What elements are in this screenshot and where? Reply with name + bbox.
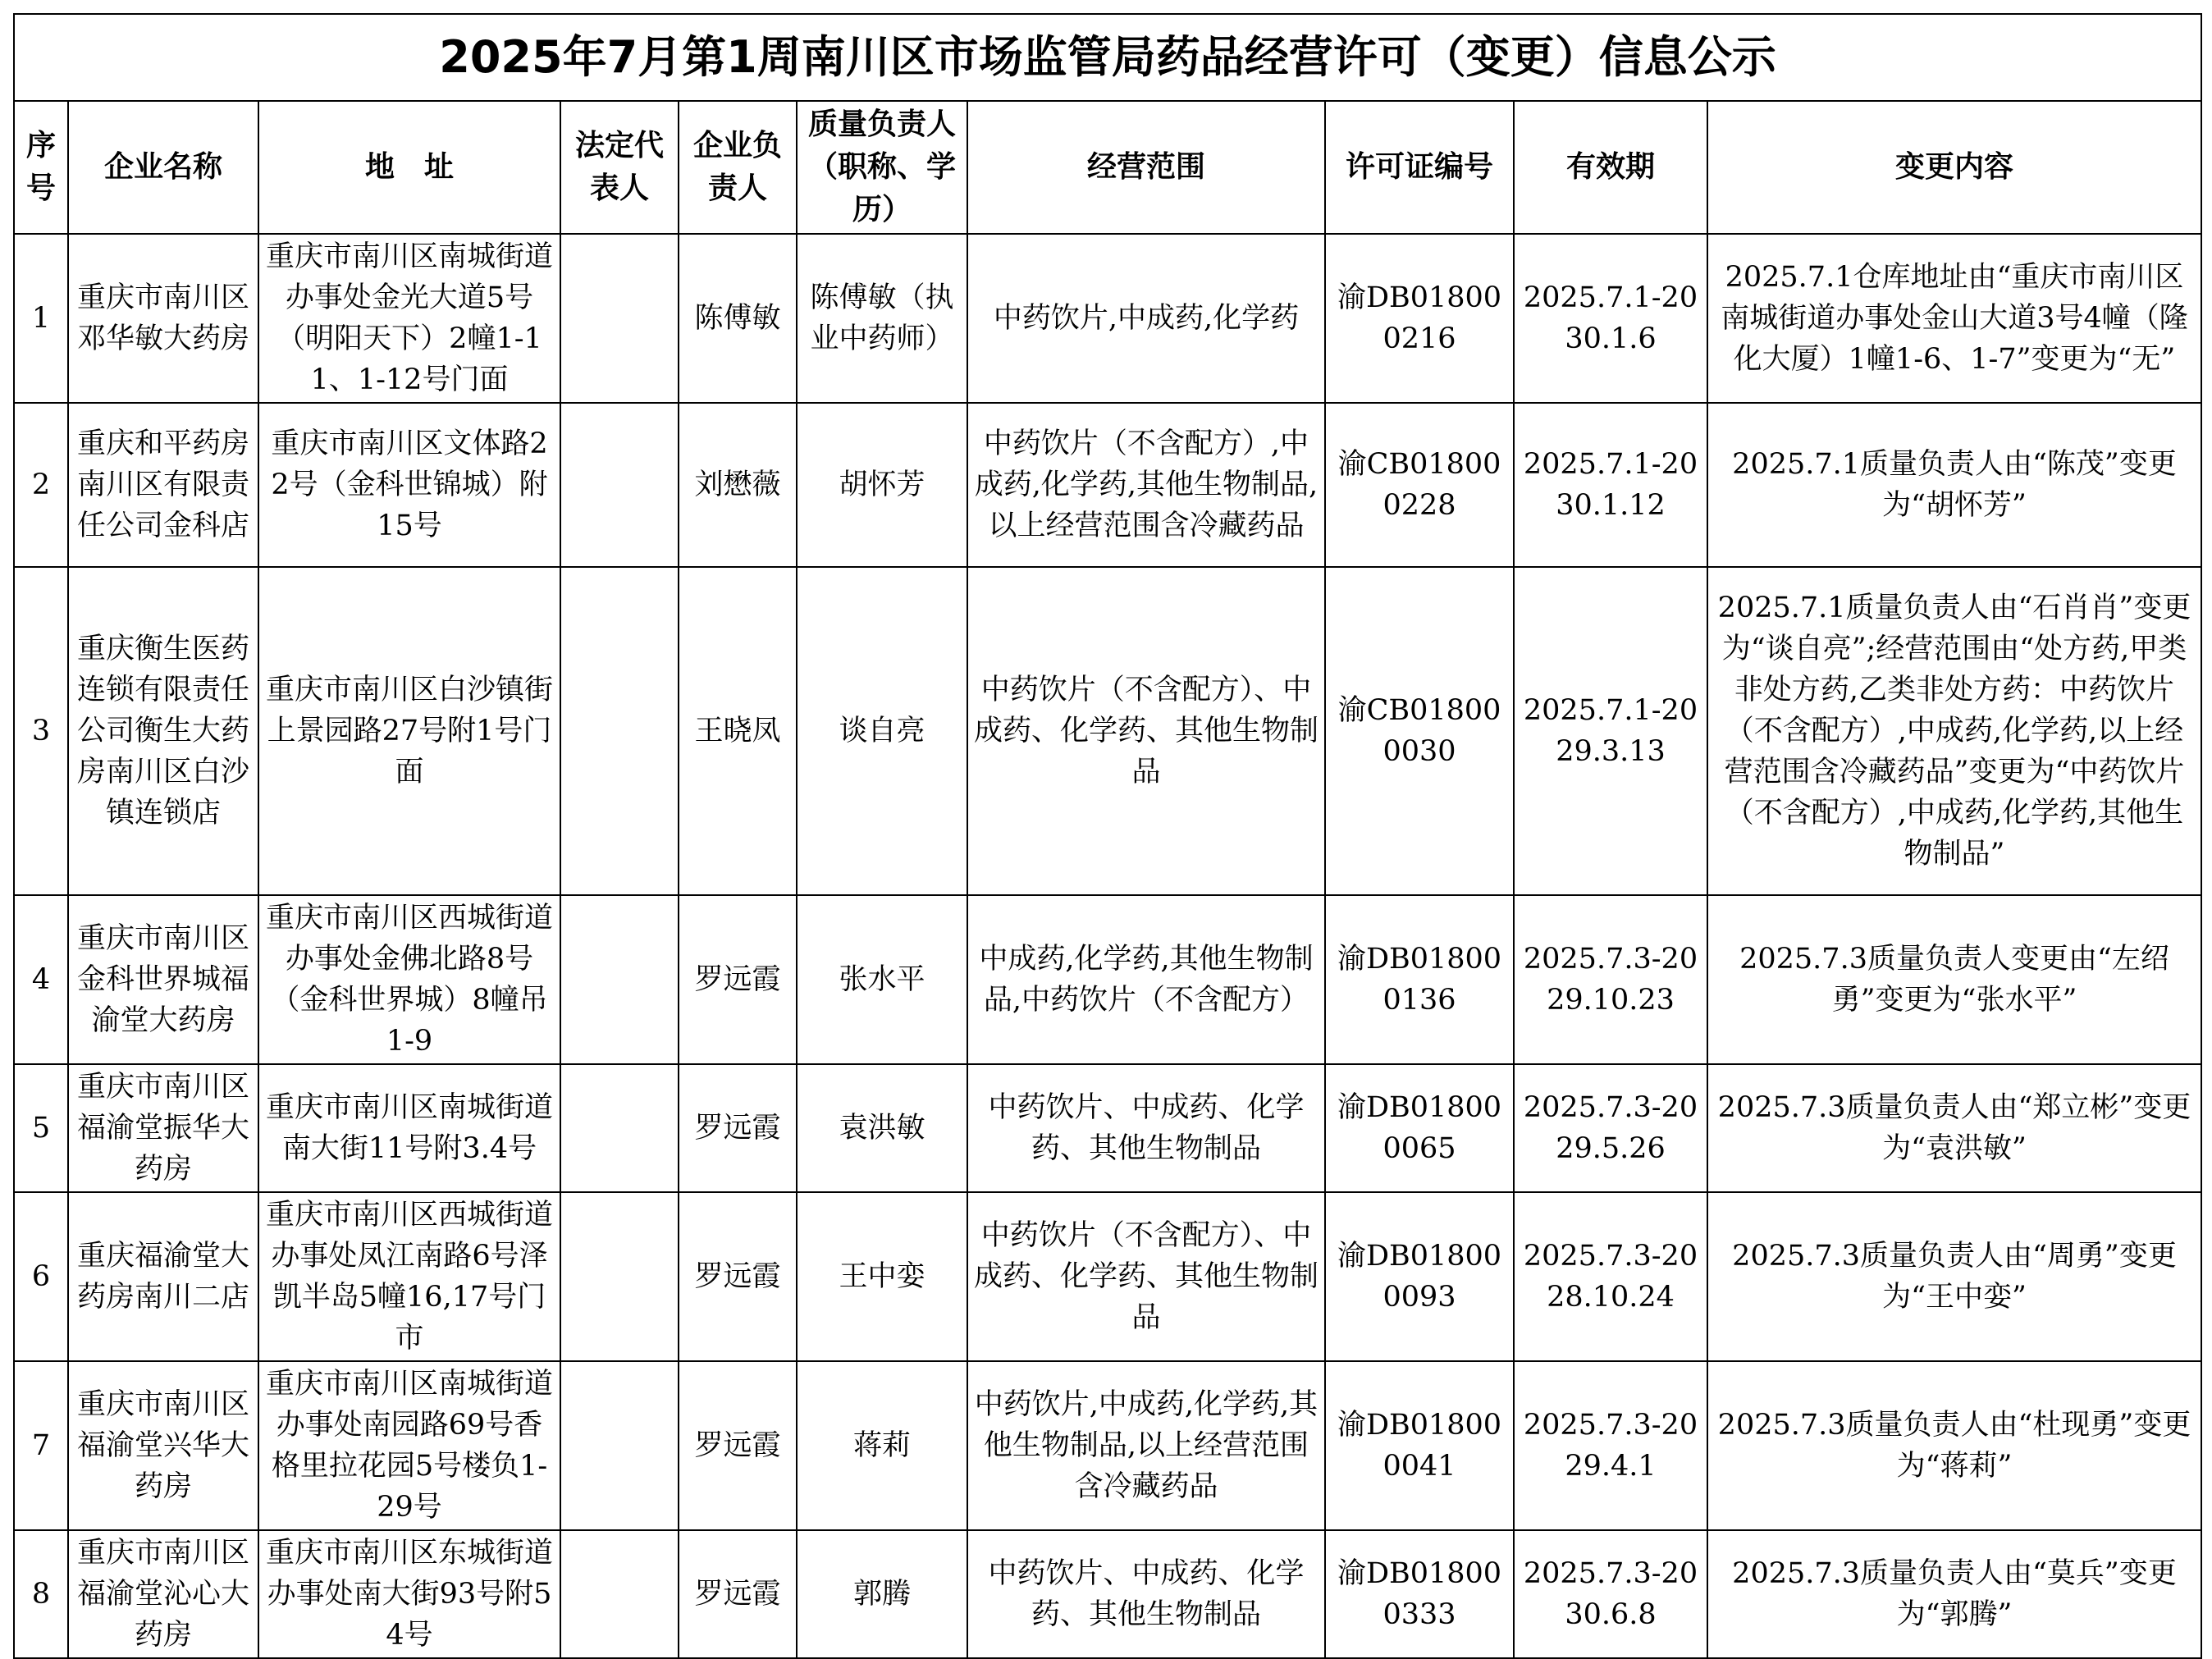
- cell-scope: 中药饮片（不含配方）、中成药、化学药、其他生物制品: [967, 567, 1325, 895]
- cell-license: 渝CB018000228: [1325, 403, 1514, 567]
- header-license: 许可证编号: [1325, 101, 1514, 234]
- cell-valid: 2025.7.1-2029.3.13: [1514, 567, 1707, 895]
- cell-address: 重庆市南川区西城街道办事处金佛北路8号（金科世界城）8幢吊1-9: [258, 895, 560, 1064]
- header-quality: 质量负责人（职称、学历）: [797, 101, 967, 234]
- cell-legal: [560, 1530, 679, 1658]
- cell-head: 刘懋薇: [679, 403, 797, 567]
- cell-change: 2025.7.1仓库地址由“重庆市南川区南城街道办事处金山大道3号4幢（隆化大厦）1幢1-6、1-7”变更为“无”: [1707, 234, 2201, 403]
- cell-name: 重庆市南川区福渝堂沁心大药房: [68, 1530, 258, 1658]
- table-row: [14, 567, 2201, 895]
- title-row: [14, 14, 2201, 101]
- cell-legal: [560, 567, 679, 895]
- cell-scope: 中成药,化学药,其他生物制品,中药饮片（不含配方）: [967, 895, 1325, 1064]
- cell-scope: 中药饮片,中成药,化学药: [967, 234, 1325, 403]
- cell-name: 重庆和平药房南川区有限责任公司金科店: [68, 403, 258, 567]
- header-name: 企业名称: [68, 101, 258, 234]
- cell-name: 重庆市南川区邓华敏大药房: [68, 234, 258, 403]
- cell-change: 2025.7.3质量负责人变更由“左绍勇”变更为“张水平”: [1707, 895, 2201, 1064]
- table-row: [14, 1064, 2201, 1192]
- header-legal: 法定代表人: [560, 101, 679, 234]
- cell-address: 重庆市南川区南城街道南大街11号附3.4号: [258, 1064, 560, 1192]
- header-seq: 序号: [14, 101, 68, 234]
- cell-name: 重庆市南川区金科世界城福渝堂大药房: [68, 895, 258, 1064]
- table-row: [14, 895, 2201, 1064]
- cell-quality: 谈自亮: [797, 567, 967, 895]
- cell-valid: 2025.7.3-2029.4.1: [1514, 1361, 1707, 1530]
- header-scope: 经营范围: [967, 101, 1325, 234]
- table-row: [14, 234, 2201, 403]
- cell-head: 罗远霞: [679, 1064, 797, 1192]
- table-row: [14, 403, 2201, 567]
- cell-head: 罗远霞: [679, 1361, 797, 1530]
- page-title: 2025年7月第1周南川区市场监管局药品经营许可（变更）信息公示: [14, 14, 2201, 101]
- cell-name: 重庆市南川区福渝堂振华大药房: [68, 1064, 258, 1192]
- table-row: [14, 1361, 2201, 1530]
- cell-legal: [560, 1192, 679, 1361]
- cell-head: 王晓凤: [679, 567, 797, 895]
- cell-head: 罗远霞: [679, 1192, 797, 1361]
- cell-address: 重庆市南川区南城街道办事处南园路69号香格里拉花园5号楼负1-29号: [258, 1361, 560, 1530]
- cell-quality: 袁洪敏: [797, 1064, 967, 1192]
- cell-address: 重庆市南川区文体路22号（金科世锦城）附15号: [258, 403, 560, 567]
- header-change: 变更内容: [1707, 101, 2201, 234]
- cell-quality: 胡怀芳: [797, 403, 967, 567]
- cell-legal: [560, 1064, 679, 1192]
- cell-valid: 2025.7.1-2030.1.6: [1514, 234, 1707, 403]
- cell-head: 陈傅敏: [679, 234, 797, 403]
- cell-license: 渝DB018000333: [1325, 1530, 1514, 1658]
- cell-head: 罗远霞: [679, 1530, 797, 1658]
- cell-license: 渝DB018000065: [1325, 1064, 1514, 1192]
- cell-seq: 2: [14, 403, 68, 567]
- cell-scope: 中药饮片、中成药、化学药、其他生物制品: [967, 1530, 1325, 1658]
- cell-valid: 2025.7.3-2029.10.23: [1514, 895, 1707, 1064]
- table-row: [14, 1192, 2201, 1361]
- cell-license: 渝DB018000216: [1325, 234, 1514, 403]
- table-body: [14, 234, 2201, 1658]
- cell-license: 渝CB018000030: [1325, 567, 1514, 895]
- license-table: [13, 13, 2202, 1659]
- cell-legal: [560, 895, 679, 1064]
- cell-seq: 3: [14, 567, 68, 895]
- cell-change: 2025.7.1质量负责人由“陈茂”变更为“胡怀芳”: [1707, 403, 2201, 567]
- cell-change: 2025.7.1质量负责人由“石肖肖”变更为“谈自亮”;经营范围由“处方药,甲类非处方药,乙类非处方药：中药饮片（不含配方）,中成药,化学药,以上经营范围含冷藏药品”变更为“中药饮片（不含配方）,中成药,化学药,其他生物制品”: [1707, 567, 2201, 895]
- cell-legal: [560, 403, 679, 567]
- cell-head: 罗远霞: [679, 895, 797, 1064]
- cell-scope: 中药饮片（不含配方）,中成药,化学药,其他生物制品,以上经营范围含冷藏药品: [967, 403, 1325, 567]
- cell-quality: 郭腾: [797, 1530, 967, 1658]
- cell-change: 2025.7.3质量负责人由“周勇”变更为“王中娈”: [1707, 1192, 2201, 1361]
- cell-change: 2025.7.3质量负责人由“郑立彬”变更为“袁洪敏”: [1707, 1064, 2201, 1192]
- cell-valid: 2025.7.3-2028.10.24: [1514, 1192, 1707, 1361]
- cell-quality: 张水平: [797, 895, 967, 1064]
- header-head: 企业负责人: [679, 101, 797, 234]
- cell-license: 渝DB018000093: [1325, 1192, 1514, 1361]
- cell-legal: [560, 234, 679, 403]
- table-row: [14, 1530, 2201, 1658]
- cell-scope: 中药饮片,中成药,化学药,其他生物制品,以上经营范围含冷藏药品: [967, 1361, 1325, 1530]
- cell-name: 重庆市南川区福渝堂兴华大药房: [68, 1361, 258, 1530]
- header-address: 地 址: [258, 101, 560, 234]
- cell-address: 重庆市南川区西城街道办事处凤江南路6号泽凯半岛5幢16,17号门市: [258, 1192, 560, 1361]
- cell-seq: 6: [14, 1192, 68, 1361]
- cell-valid: 2025.7.3-2030.6.8: [1514, 1530, 1707, 1658]
- cell-change: 2025.7.3质量负责人由“杜现勇”变更为“蒋莉”: [1707, 1361, 2201, 1530]
- cell-seq: 8: [14, 1530, 68, 1658]
- cell-license: 渝DB018000136: [1325, 895, 1514, 1064]
- cell-quality: 陈傅敏（执业中药师）: [797, 234, 967, 403]
- cell-address: 重庆市南川区东城街道办事处南大街93号附54号: [258, 1530, 560, 1658]
- cell-license: 渝DB018000041: [1325, 1361, 1514, 1530]
- header-valid: 有效期: [1514, 101, 1707, 234]
- cell-address: 重庆市南川区南城街道办事处金光大道5号（明阳天下）2幢1-11、1-12号门面: [258, 234, 560, 403]
- cell-quality: 蒋莉: [797, 1361, 967, 1530]
- cell-valid: 2025.7.1-2030.1.12: [1514, 403, 1707, 567]
- cell-address: 重庆市南川区白沙镇街上景园路27号附1号门面: [258, 567, 560, 895]
- cell-scope: 中药饮片、中成药、化学药、其他生物制品: [967, 1064, 1325, 1192]
- cell-name: 重庆衡生医药连锁有限责任公司衡生大药房南川区白沙镇连锁店: [68, 567, 258, 895]
- cell-seq: 7: [14, 1361, 68, 1530]
- cell-seq: 1: [14, 234, 68, 403]
- cell-change: 2025.7.3质量负责人由“莫兵”变更为“郭腾”: [1707, 1530, 2201, 1658]
- cell-valid: 2025.7.3-2029.5.26: [1514, 1064, 1707, 1192]
- cell-legal: [560, 1361, 679, 1530]
- cell-quality: 王中娈: [797, 1192, 967, 1361]
- cell-seq: 5: [14, 1064, 68, 1192]
- cell-scope: 中药饮片（不含配方）、中成药、化学药、其他生物制品: [967, 1192, 1325, 1361]
- cell-name: 重庆福渝堂大药房南川二店: [68, 1192, 258, 1361]
- header-row: [14, 101, 2201, 234]
- cell-seq: 4: [14, 895, 68, 1064]
